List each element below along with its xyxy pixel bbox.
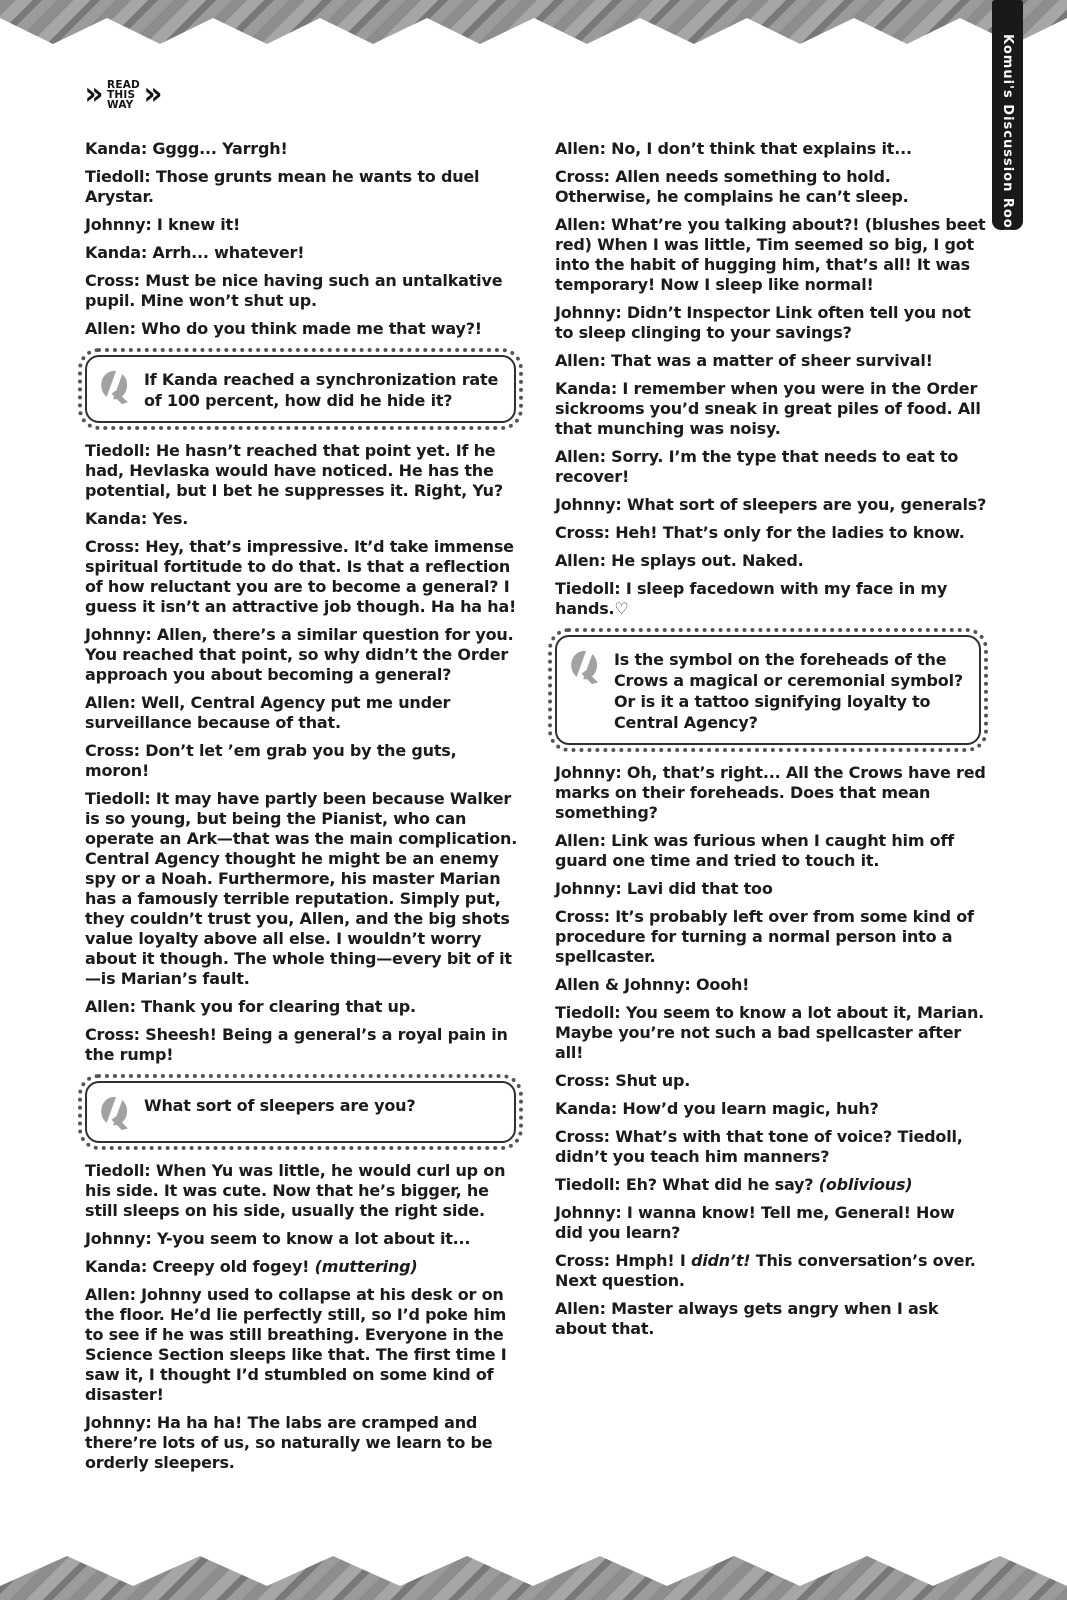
read-this-way-line: READ [107,79,140,91]
chevron-right-icon: » [84,76,104,113]
dialogue-text: Tiedoll: When Yu was little, he would curl up on his side. It was cute. Now that he’s bigger, he still sleeps on his side, usually the right side. [85,1161,506,1220]
dialogue-line [555,763,987,823]
dialogue-line [85,1413,522,1473]
dialogue-text: Cross: Allen needs something to hold. Otherwise, he complains he can’t sleep. [555,167,909,206]
left-column [85,139,522,1481]
dialogue-line [85,625,522,685]
chevron-right-icon: » [143,76,163,113]
top-zigzag-border [0,0,1067,48]
q-icon [567,647,603,685]
dialogue-group [555,763,987,1339]
dialogue-group [85,441,522,1065]
dialogue-line [555,1251,987,1291]
dialogue-line [85,139,522,159]
dialogue-text: Kanda: Yes. [85,509,189,528]
dialogue-text: Kanda: Creepy old fogey! [85,1257,315,1276]
dialogue-line [555,139,987,159]
dialogue-text: (muttering) [314,1257,418,1276]
dialogue-text: Allen: Link was furious when I caught him off guard one time and tried to touch it. [555,831,954,870]
read-this-way-label [107,80,140,110]
dialogue-text: Allen: What’re you talking about?! (blushes beet red) When I was little, Tim seemed so big, I got into the habit of hugging him, that’s all! It was temporary! Now I sleep like normal! [555,215,986,294]
read-this-way-marker [84,76,163,113]
dialogue-text: Johnny: Lavi did that too [555,879,773,898]
bottom-zigzag-border [0,1552,1067,1600]
question-text: Is the symbol on the foreheads of the Crows a magical or ceremonial symbol? Or is it a tattoo signifying loyalty to Central Agency? [614,650,963,732]
dialogue-text: Johnny: What sort of sleepers are you, generals? [555,495,987,514]
dialogue-text: Allen: Thank you for clearing that up. [85,997,416,1016]
dialogue-text: Allen: No, I don’t think that explains it... [555,139,912,158]
dialogue-line [555,1175,987,1195]
dialogue-text: Johnny: Didn’t Inspector Link often tell you not to sleep clinging to your savings? [555,303,971,342]
dialogue-text: Kanda: I remember when you were in the Order sickrooms you’d sneak in great piles of food. All that munching was noisy. [555,379,981,438]
dialogue-line [85,167,522,207]
dialogue-text: Johnny: Ha ha ha! The labs are cramped and there’re lots of us, so naturally we learn to be orderly sleepers. [85,1413,493,1472]
dialogue-text: (oblivious) [818,1175,913,1194]
dialogue-text: Cross: Shut up. [555,1071,691,1090]
dialogue-line [555,1299,987,1339]
chapter-tab-label: Komui's Discussion Room 3 [1000,34,1015,259]
dialogue-text: Allen: Johnny used to collapse at his desk or on the floor. He’d lie perfectly still, so I’d poke him to see if he was still breathing. Everyone in the Science Section sleeps like that. The first time I saw it, I thought I’d stumbled on some kind of disaster! [85,1285,507,1404]
dialogue-text: Allen: Master always gets angry when I ask about that. [555,1299,939,1338]
dialogue-line [85,1025,522,1065]
dialogue-line [555,1127,987,1167]
question-text: If Kanda reached a synchronization rate of 100 percent, how did he hide it? [144,370,499,410]
dialogue-line [555,167,987,207]
dialogue-text: Tiedoll: It may have partly been because Walker is so young, but being the Pianist, who can operate an Ark—that was the main complication. Central Agency thought he might be an enemy spy or a Noah. Furthermore, his master Marian has a famously terrible reputation. Simply put, they couldn’t trust you, Allen, and the big shots value loyalty above all else. I wouldn’t worry about it though. The whole thing—every bit of it—is Marian’s fault. [85,789,518,988]
dialogue-line [555,447,987,487]
dialogue-text: Allen: Well, Central Agency put me under surveillance because of that. [85,693,451,732]
dialogue-line [85,997,522,1017]
dialogue-text: Cross: Hey, that’s impressive. It’d take immense spiritual fortitude to do that. Is that a reflection of how reluctant you are to become a general? I guess it isn’t an attractive job though. Ha ha ha! [85,537,517,616]
dialogue-line [85,271,522,311]
dialogue-line [555,495,987,515]
dialogue-text: Allen & Johnny: Oooh! [555,975,750,994]
dialogue-text: Cross: Heh! That’s only for the ladies to know. [555,523,965,542]
dialogue-text: Allen: Sorry. I’m the type that needs to eat to recover! [555,447,959,486]
dialogue-text: Johnny: Y-you seem to know a lot about it... [85,1229,471,1248]
dialogue-text: Allen: That was a matter of sheer survival! [555,351,933,370]
right-column [555,139,987,1347]
dialogue-line [555,303,987,343]
dialogue-text: Cross: Hmph! I [555,1251,691,1270]
dialogue-text: Johnny: Oh, that’s right... All the Crows have red marks on their foreheads. Does that mean something? [555,763,986,822]
dialogue-line [85,741,522,781]
chapter-side-tab [992,0,1023,259]
dialogue-text: Tiedoll: He hasn’t reached that point yet. If he had, Hevlaska would have noticed. He has the potential, but I bet he suppresses it. Right, Yu? [85,441,503,500]
dialogue-line [85,319,522,339]
dialogue-text: Kanda: Gggg... Yarrgh! [85,139,288,158]
dialogue-text: didn’t! [690,1251,751,1270]
dialogue-line [555,579,987,619]
dialogue-text: Allen: He splays out. Naked. [555,551,804,570]
dialogue-line [555,1099,987,1119]
question-box [85,1081,516,1143]
dialogue-line [555,215,987,295]
q-icon [97,367,133,405]
dialogue-line [85,1161,522,1221]
dialogue-line [85,789,522,989]
dialogue-text: Kanda: How’d you learn magic, huh? [555,1099,879,1118]
dialogue-line [555,379,987,439]
dialogue-line [85,1257,522,1277]
dialogue-line [555,1071,987,1091]
dialogue-text: Cross: Don’t let ’em grab you by the guts, moron! [85,741,457,780]
dialogue-text: Cross: What’s with that tone of voice? Tiedoll, didn’t you teach him manners? [555,1127,963,1166]
dialogue-line [555,831,987,871]
dialogue-line [85,537,522,617]
dialogue-line [85,509,522,529]
dialogue-line [555,879,987,899]
dialogue-text: Johnny: Allen, there’s a similar question for you. You reached that point, so why didn’t the Order approach you about becoming a general? [85,625,514,684]
dialogue-line [555,975,987,995]
dialogue-text: Allen: Who do you think made me that way?! [85,319,482,338]
dialogue-line [85,1229,522,1249]
dialogue-text: Kanda: Arrh... whatever! [85,243,305,262]
read-this-way-line: WAY [107,99,134,111]
q-icon [97,1093,133,1131]
question-box [85,355,516,423]
dialogue-line [85,441,522,501]
dialogue-group [85,1161,522,1473]
dialogue-text: Cross: Sheesh! Being a general’s a royal pain in the rump! [85,1025,508,1064]
dialogue-text: Johnny: I wanna know! Tell me, General! How did you learn? [555,1203,955,1242]
dialogue-text: Cross: It’s probably left over from some kind of procedure for turning a normal person into a spellcaster. [555,907,974,966]
dialogue-text: This conversation’s over. Next question. [555,1251,976,1290]
dialogue-text: Tiedoll: I sleep facedown with my face in my hands.♡ [555,579,948,618]
dialogue-line [85,693,522,733]
dialogue-line [555,351,987,371]
question-text: What sort of sleepers are you? [144,1096,416,1115]
dialogue-line [85,1285,522,1405]
read-this-way-line: THIS [107,89,136,101]
dialogue-line [555,551,987,571]
question-box [555,635,981,745]
dialogue-text: Cross: Must be nice having such an untalkative pupil. Mine won’t shut up. [85,271,503,310]
dialogue-line [85,215,522,235]
dialogue-line [555,523,987,543]
dialogue-group [555,139,987,619]
dialogue-group [85,139,522,339]
dialogue-line [85,243,522,263]
dialogue-line [555,907,987,967]
dialogue-text: Tiedoll: Those grunts mean he wants to duel Arystar. [85,167,480,206]
dialogue-text: Tiedoll: You seem to know a lot about it, Marian. Maybe you’re not such a bad spellcaster after all! [555,1003,985,1062]
dialogue-text: Tiedoll: Eh? What did he say? [555,1175,819,1194]
dialogue-text: Johnny: I knew it! [85,215,241,234]
dialogue-line [555,1003,987,1063]
dialogue-line [555,1203,987,1243]
